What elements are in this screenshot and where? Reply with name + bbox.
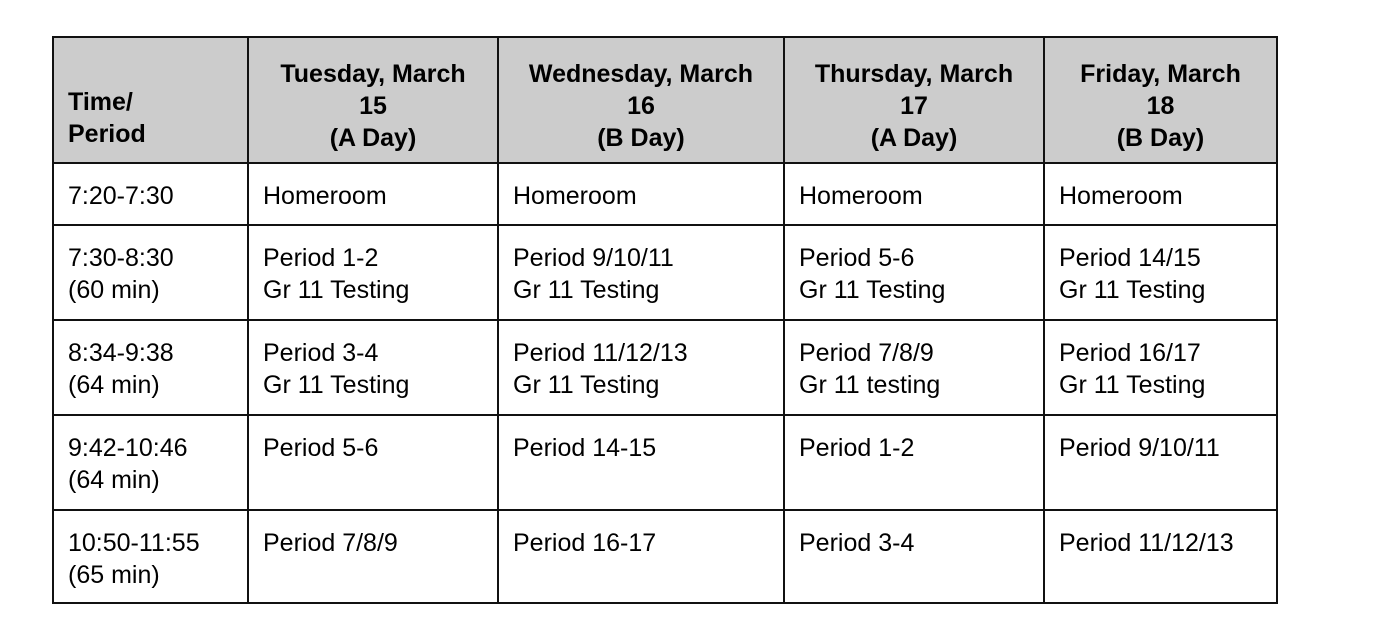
header-day-date: 18: [1146, 92, 1175, 120]
time-range: 10:50-11:55: [68, 529, 200, 557]
schedule-cell: [498, 163, 784, 225]
time-duration: (64 min): [68, 466, 160, 494]
time-duration: (60 min): [68, 276, 160, 304]
header-day-wednesday: [498, 37, 784, 163]
schedule-cell: [1044, 225, 1277, 320]
header-day-name: Friday, March: [1080, 60, 1241, 88]
time-range: 8:34-9:38: [68, 339, 174, 367]
schedule-cell: [498, 320, 784, 415]
schedule-cell: [784, 415, 1044, 510]
cell-period: Homeroom: [263, 182, 387, 210]
cell-period: Period 5-6: [799, 244, 915, 272]
header-day-type: (A Day): [329, 124, 417, 152]
cell-period: Homeroom: [799, 182, 923, 210]
cell-note: Gr 11 Testing: [513, 371, 660, 399]
header-day-name: Wednesday, March: [528, 60, 754, 88]
time-cell: [53, 510, 248, 603]
schedule-cell: [1044, 510, 1277, 603]
cell-note: Gr 11 Testing: [1059, 371, 1206, 399]
cell-note: Gr 11 Testing: [799, 276, 946, 304]
header-day-date: 17: [900, 92, 928, 120]
cell-period: Period 5-6: [263, 434, 379, 462]
time-cell: [53, 320, 248, 415]
header-day-date: 16: [627, 92, 655, 120]
time-range: 7:20-7:30: [68, 182, 174, 210]
cell-period: Period 7/8/9: [263, 529, 398, 557]
schedule-cell: [1044, 163, 1277, 225]
header-period-label: Period: [68, 120, 146, 148]
cell-note: Gr 11 Testing: [263, 276, 410, 304]
cell-period: Period 3-4: [263, 339, 379, 367]
cell-period: Period 1-2: [263, 244, 379, 272]
header-day-type: (A Day): [870, 124, 958, 152]
cell-note: Gr 11 Testing: [513, 276, 660, 304]
cell-note: Gr 11 Testing: [263, 371, 410, 399]
header-time-label: Time/: [68, 88, 133, 116]
header-day-type: (B Day): [597, 124, 685, 152]
table-row: [53, 415, 1277, 510]
schedule-cell: [784, 320, 1044, 415]
schedule-cell: [1044, 320, 1277, 415]
schedule-cell: [248, 225, 498, 320]
table-row: [53, 163, 1277, 225]
time-cell: [53, 163, 248, 225]
time-duration: (65 min): [68, 561, 160, 589]
schedule-cell: [784, 163, 1044, 225]
cell-period: Period 7/8/9: [799, 339, 934, 367]
schedule-cell: [1044, 415, 1277, 510]
cell-period: Period 3-4: [799, 529, 915, 557]
cell-period: Period 11/12/13: [513, 339, 688, 367]
schedule-cell: [498, 415, 784, 510]
schedule-cell: [248, 510, 498, 603]
header-day-name: Tuesday, March: [280, 60, 466, 88]
cell-period: Period 16/17: [1059, 339, 1201, 367]
header-day-name: Thursday, March: [814, 60, 1014, 88]
cell-period: Period 11/12/13: [1059, 529, 1234, 557]
schedule-cell: [248, 415, 498, 510]
time-range: 9:42-10:46: [68, 434, 188, 462]
table-row: [53, 510, 1277, 603]
cell-period: Period 14/15: [1059, 244, 1201, 272]
cell-period: Period 14-15: [513, 434, 657, 462]
cell-period: Period 1-2: [799, 434, 915, 462]
time-range: 7:30-8:30: [68, 244, 174, 272]
time-duration: (64 min): [68, 371, 160, 399]
schedule-cell: [498, 225, 784, 320]
schedule-cell: [498, 510, 784, 603]
table-row: [53, 225, 1277, 320]
time-cell: [53, 415, 248, 510]
table-row: [53, 320, 1277, 415]
header-time-period: [53, 37, 248, 163]
header-day-tuesday: [248, 37, 498, 163]
cell-period: Period 9/10/11: [1059, 434, 1220, 462]
header-day-type: (B Day): [1116, 124, 1205, 152]
cell-note: Gr 11 Testing: [1059, 276, 1206, 304]
schedule-cell: [248, 163, 498, 225]
schedule-cell: [784, 510, 1044, 603]
cell-period: Period 16-17: [513, 529, 657, 557]
header-row: [53, 37, 1277, 163]
schedule-cell: [784, 225, 1044, 320]
cell-period: Period 9/10/11: [513, 244, 674, 272]
header-day-friday: [1044, 37, 1277, 163]
schedule-table: [52, 36, 1278, 604]
time-cell: [53, 225, 248, 320]
header-day-date: 15: [359, 92, 387, 120]
cell-period: Homeroom: [513, 182, 637, 210]
schedule-cell: [248, 320, 498, 415]
cell-period: Homeroom: [1059, 182, 1183, 210]
cell-note: Gr 11 testing: [799, 371, 941, 399]
header-day-thursday: [784, 37, 1044, 163]
